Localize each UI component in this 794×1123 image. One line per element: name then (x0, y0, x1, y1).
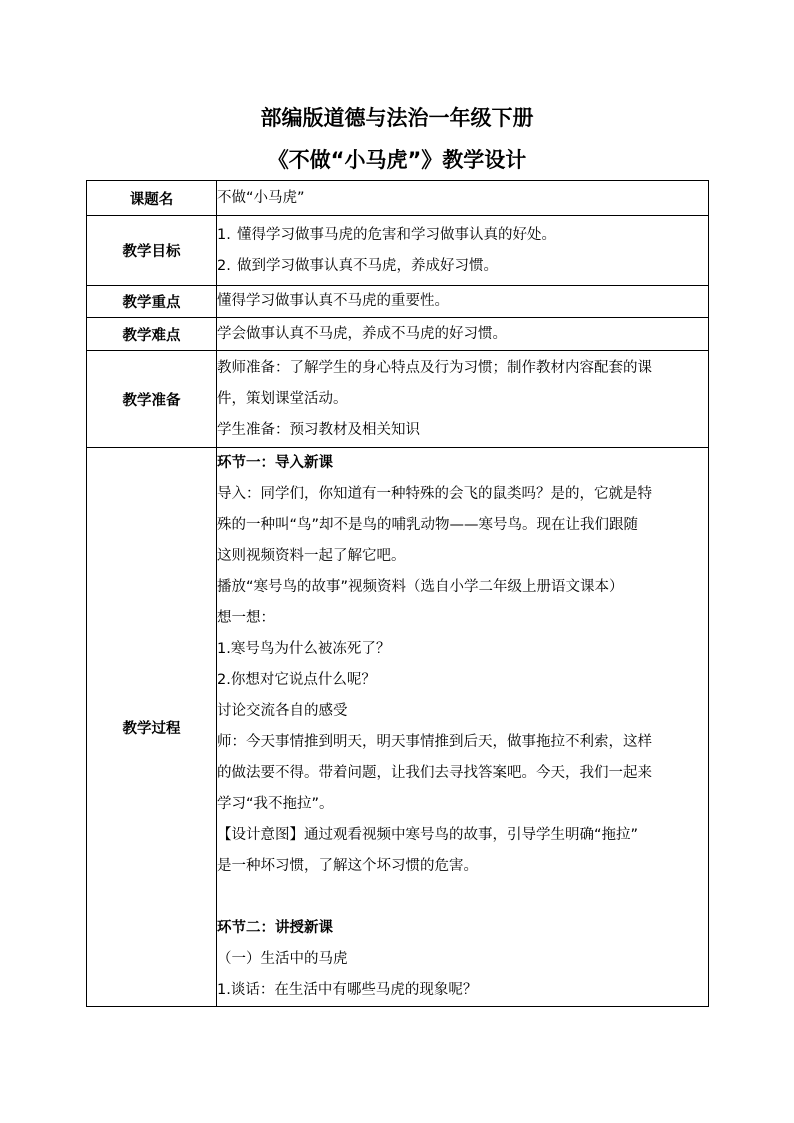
lesson-plan-table (86, 180, 709, 1007)
value-objectives (217, 216, 709, 286)
value-topic: 不做“小马虎” (217, 181, 709, 216)
value-key-point: 懂得学习做事认真不马虎的重要性。 (217, 286, 709, 318)
document-subtitle: 《不做“小马虎”》教学设计 (267, 148, 527, 172)
label-objectives: 教学目标 (87, 216, 217, 286)
value-process: 环节一：导入新课 导入：同学们，你知道有一种特殊的会飞的鼠类吗？是的，它就是特 殊的一种叫“鸟”却不是鸟的哺乳动物——寒号鸟。现在让我们跟随 这则视频资料一起了解它吧。 播放“寒号鸟的故事”视频资料（选自小学二年级上册语文课本） 想一想： 1.寒号鸟为什么被冻死了？ 2.你想对它说点什么呢？ 讨论交流各自的感受 师：今天事情推到明天，明天事情推到后天，做事拖拉不利索，这样 的做法要不得。带着问题，让我们去寻找答案吧。今天，我们一起来 学习“我不拖拉”。 【设计意图】通过观看视频中寒号鸟的故事，引导学生明确“拖拉” 是一种坏习惯，了解这个坏习惯的危害。 环节二：讲授新课 （一）生活中的马虎 1.谈话：在生活中有哪些马虎的现象呢？ (217, 448, 709, 1007)
section2-heading: 环节二：讲授新课 (217, 920, 333, 936)
label-preparation: 教学准备 (87, 351, 217, 448)
value-difficulty: 学会做事认真不马虎，养成不马虎的好习惯。 (217, 318, 709, 351)
label-difficulty: 教学难点 (87, 318, 217, 351)
objective-item: 1. 懂得学习做事马虎的危害和学习做事认真的好处。 (217, 226, 556, 243)
row-objectives (87, 216, 709, 286)
objective-item: 2. 做到学习做事认真不马虎，养成好习惯。 (217, 257, 498, 274)
label-topic: 课题名 (87, 181, 217, 216)
row-key-point (87, 286, 709, 318)
document-title: 部编版道德与法治一年级下册 (260, 106, 534, 130)
value-preparation: 教师准备：了解学生的身心特点及行为习惯；制作教材内容配套的课 件，策划课堂活动。 学生准备：预习教材及相关知识 (217, 351, 709, 448)
section1-heading: 环节一：导入新课 (217, 455, 333, 471)
label-key-point: 教学重点 (87, 286, 217, 318)
row-difficulty (87, 318, 709, 351)
row-preparation (87, 351, 709, 448)
label-process: 教学过程 (87, 448, 217, 1007)
row-topic (87, 181, 709, 216)
row-process (87, 448, 709, 1007)
